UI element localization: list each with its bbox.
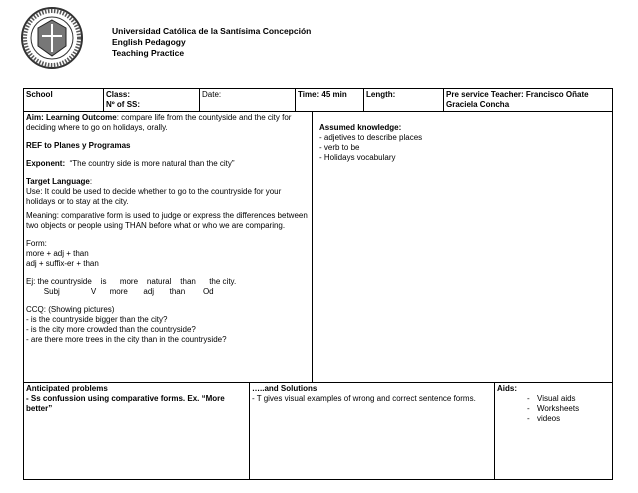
assumed-item: - adjetives to describe places bbox=[319, 133, 423, 142]
aids-label: Aids: bbox=[497, 384, 517, 393]
exponent-text: “The country side is more natural than the city” bbox=[69, 159, 235, 168]
problems-label: Anticipated problems bbox=[26, 384, 108, 393]
document-header bbox=[112, 26, 311, 59]
assumed-knowledge-cell bbox=[313, 112, 613, 383]
target-language-label: Target Language bbox=[26, 177, 90, 186]
ccq-label: CCQ: (Showing pictures) bbox=[26, 305, 115, 314]
aids-list bbox=[497, 394, 610, 424]
teacher-cell: Pre service Teacher: Francisco Oñate Graciela Concha bbox=[444, 89, 613, 112]
class-cell bbox=[104, 89, 200, 112]
form-line-2: adj + suffix-er + than bbox=[26, 259, 99, 268]
ccq-item: - is the countryside bigger than the city? bbox=[26, 315, 168, 324]
solutions-label: …..and Solutions bbox=[252, 384, 318, 393]
date-cell bbox=[200, 89, 296, 112]
problems-cell bbox=[24, 383, 250, 480]
school-cell: School bbox=[24, 89, 104, 112]
target-language-colon: : bbox=[89, 177, 93, 186]
use-text: Use: It could be used to decide whether to go to the countryside for your holidays or to stay at the city. bbox=[26, 187, 282, 206]
aids-cell bbox=[495, 383, 613, 480]
program-name: English Pedagogy bbox=[112, 37, 186, 47]
exponent-line bbox=[26, 159, 310, 169]
university-seal-logo bbox=[20, 6, 84, 70]
ref-label: REF to Planes y Programas bbox=[26, 141, 131, 150]
problems-table bbox=[23, 382, 613, 480]
form-label: Form: bbox=[26, 239, 47, 248]
university-name: Universidad Católica de la Santísima Concepción bbox=[112, 26, 312, 36]
form-line-1: more + adj + than bbox=[26, 249, 89, 258]
aids-item: - Worksheets bbox=[537, 404, 610, 414]
length-cell: Length: bbox=[364, 89, 444, 112]
lesson-plan-table bbox=[23, 111, 613, 383]
problems-text bbox=[26, 394, 247, 414]
solutions-cell bbox=[250, 383, 495, 480]
meaning-text: Meaning: comparative form is used to judge or express the differences between two objects or people using THAN before what or who we are comparing. bbox=[26, 211, 308, 230]
aids-item: - videos bbox=[537, 414, 610, 424]
problems-text-b: Ex. “More better” bbox=[26, 394, 225, 413]
aim-label: Aim: Learning Outcome bbox=[26, 113, 117, 122]
date-label: Date: bbox=[202, 90, 222, 99]
aim-text: : compare life from the countyside and the city for deciding where to go on holidays, orally. bbox=[26, 113, 292, 132]
solutions-text: - T gives visual examples of wrong and correct sentence forms. bbox=[252, 394, 476, 403]
course-name: Teaching Practice bbox=[112, 48, 185, 58]
ccq-item: - are there more trees in the city than in the countryside? bbox=[26, 335, 227, 344]
time-cell: Time: 45 min bbox=[296, 89, 364, 112]
example-analysis: Subj V more adj than Od bbox=[26, 287, 214, 296]
aim-line bbox=[26, 113, 310, 133]
example-sentence: Ej: the countryside is more natural than the city. bbox=[26, 277, 237, 286]
target-language-line bbox=[26, 177, 310, 187]
exponent-label: Exponent: bbox=[26, 159, 66, 168]
assumed-item: - Holidays vocabulary bbox=[319, 153, 396, 162]
lesson-details-cell bbox=[24, 112, 313, 383]
problems-text-a: - Ss confussion using comparative forms. bbox=[26, 394, 188, 403]
assumed-item: - verb to be bbox=[319, 143, 360, 152]
info-table bbox=[23, 88, 613, 112]
ccq-item: - is the city more crowded than the countryside? bbox=[26, 325, 196, 334]
aids-item: - Visual aids bbox=[537, 394, 610, 404]
assumed-knowledge-label: Assumed knowledge: bbox=[319, 123, 402, 132]
class-label: Class: bbox=[106, 90, 131, 99]
ss-count-label: Nº of SS: bbox=[106, 100, 141, 109]
